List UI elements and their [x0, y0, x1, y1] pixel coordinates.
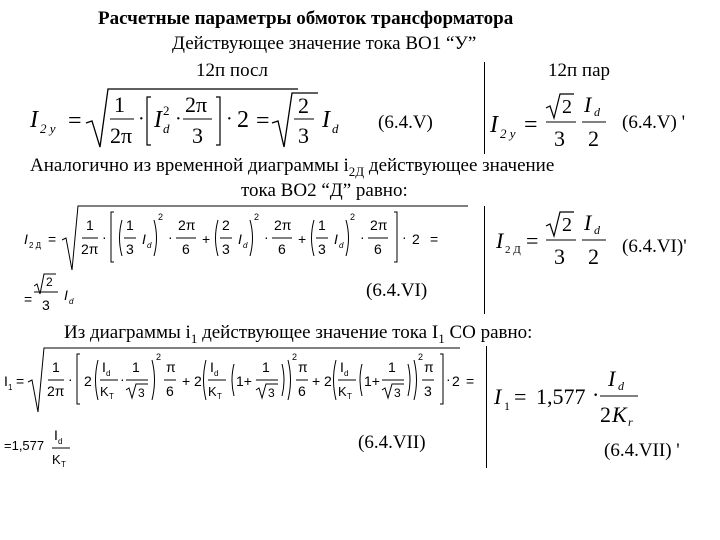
svg-text:2 Д: 2 Д [29, 241, 42, 250]
svg-text:1: 1 [86, 217, 94, 233]
svg-text:d: d [58, 437, 63, 446]
const-1577-small: =1,577 [4, 438, 45, 453]
svg-text:2: 2 [600, 402, 611, 427]
divider-bottom [486, 346, 487, 468]
svg-text:3: 3 [138, 386, 145, 400]
svg-text:2: 2 [84, 373, 92, 389]
svg-text:1: 1 [126, 217, 134, 233]
svg-text:=: = [526, 228, 539, 253]
svg-text:2 Д: 2 Д [505, 244, 521, 256]
svg-text:2π: 2π [47, 383, 65, 399]
svg-text:d: d [243, 241, 248, 250]
svg-text:2: 2 [452, 373, 460, 389]
svg-text:d: d [106, 369, 111, 378]
svg-text:2π: 2π [274, 217, 292, 233]
svg-text:I: I [496, 228, 504, 253]
svg-text:π: π [424, 359, 434, 375]
svg-text:2: 2 [156, 352, 162, 362]
svg-text:2: 2 [158, 212, 164, 222]
formula-i1-parallel [492, 368, 642, 434]
svg-text:d: d [332, 121, 339, 136]
svg-text:2: 2 [412, 231, 420, 247]
svg-text:d: d [69, 297, 74, 306]
svg-text:2π: 2π [185, 92, 208, 117]
svg-text:K: K [208, 384, 217, 399]
paragraph-co [64, 322, 532, 347]
svg-text:I: I [584, 92, 592, 117]
svg-text:·: · [175, 108, 182, 130]
svg-text:I: I [584, 210, 592, 235]
svg-text:d: d [344, 369, 349, 378]
svg-text:2π: 2π [178, 217, 196, 233]
svg-text:2: 2 [194, 373, 202, 389]
svg-text:T: T [109, 392, 114, 401]
paragraph-co-mid: действующее значение тока I [197, 322, 439, 343]
svg-text:=: = [16, 373, 25, 389]
svg-text:2π: 2π [370, 217, 388, 233]
svg-text:2: 2 [418, 352, 424, 362]
svg-text:d: d [594, 105, 600, 119]
eq-label-6-4-v-left: (6.4.V) [378, 112, 433, 133]
svg-text:I: I [24, 231, 28, 247]
svg-text:+: + [312, 373, 321, 389]
svg-text:1: 1 [318, 217, 326, 233]
page-title: Расчетные параметры обмоток трансформатора [98, 8, 514, 29]
svg-text:+: + [298, 231, 307, 247]
svg-text:K: K [338, 384, 347, 399]
divider-top [484, 62, 485, 154]
svg-text:1: 1 [52, 359, 60, 375]
formula-i2y-parallel [488, 88, 628, 154]
svg-text:K: K [100, 384, 109, 399]
svg-text:2: 2 [46, 275, 53, 289]
svg-text:·: · [402, 229, 407, 245]
svg-text:6: 6 [374, 241, 382, 257]
svg-text:2π: 2π [110, 123, 133, 148]
svg-text:I: I [142, 231, 146, 247]
svg-text:I: I [608, 368, 616, 391]
svg-text:I: I [238, 231, 242, 247]
svg-text:3: 3 [554, 244, 565, 269]
svg-text:=: = [466, 373, 475, 389]
svg-text:d: d [594, 223, 600, 237]
svg-text:1: 1 [504, 399, 510, 413]
svg-text:3: 3 [222, 241, 230, 257]
svg-text:I: I [494, 384, 502, 409]
svg-text:T: T [61, 460, 66, 469]
svg-text:=: = [430, 231, 439, 247]
svg-text:3: 3 [192, 123, 203, 148]
svg-text:+: + [182, 373, 191, 389]
svg-text:·: · [102, 229, 107, 245]
svg-text:3: 3 [42, 297, 50, 313]
svg-text:K: K [52, 452, 61, 467]
svg-text:2: 2 [298, 93, 309, 118]
svg-text:1: 1 [132, 359, 140, 375]
svg-text:I: I [340, 359, 344, 375]
svg-text:2 y: 2 y [500, 126, 516, 141]
column-left-label: 12п посл [196, 60, 268, 81]
svg-text:I: I [490, 112, 498, 138]
svg-text:3: 3 [424, 383, 432, 399]
paragraph-co-sub2: 1 [438, 330, 445, 346]
svg-text:3: 3 [394, 386, 401, 400]
svg-text:3: 3 [126, 241, 134, 257]
svg-text:T: T [347, 392, 352, 401]
paragraph-co-start: Из диаграммы i [64, 322, 191, 343]
svg-text:3: 3 [298, 123, 309, 148]
column-right-label: 12п пар [548, 60, 611, 81]
eq-label-6-4-v-right: (6.4.V) ' [622, 112, 686, 133]
svg-text:2: 2 [324, 373, 332, 389]
eq-label-6-4-vi-left: (6.4.VI) [366, 280, 428, 301]
svg-text:1: 1 [388, 359, 396, 375]
svg-text:I: I [154, 107, 162, 133]
svg-text:1: 1 [114, 92, 125, 117]
svg-text:3: 3 [268, 386, 275, 400]
formula-i2d-series [22, 204, 484, 324]
svg-text:·: · [226, 108, 233, 130]
svg-text:I: I [30, 107, 38, 133]
svg-text:d: d [147, 241, 152, 250]
svg-text:d: d [618, 379, 624, 393]
paragraph-vo2-text-start: Аналогично из временной диаграммы i [30, 155, 349, 176]
svg-text:2: 2 [163, 103, 170, 118]
formula-i2y-series [30, 85, 360, 155]
svg-text:·: · [138, 108, 145, 130]
svg-text:3: 3 [318, 241, 326, 257]
svg-text:1: 1 [8, 383, 13, 392]
svg-text:2: 2 [222, 217, 230, 233]
eq-label-6-4-vii-left: (6.4.VII) [358, 432, 426, 453]
svg-text:K: K [612, 402, 627, 427]
svg-text:π: π [298, 359, 308, 375]
svg-text:2: 2 [292, 352, 298, 362]
svg-text:·: · [446, 371, 451, 387]
svg-text:+: + [202, 231, 211, 247]
svg-text:·: · [68, 371, 73, 387]
svg-text:·: · [120, 371, 125, 387]
divider-middle [484, 206, 485, 314]
svg-text:=: = [24, 291, 33, 307]
svg-text:d: d [214, 369, 219, 378]
svg-text:d: d [339, 241, 344, 250]
svg-text:6: 6 [182, 241, 190, 257]
svg-text:r: r [628, 415, 633, 429]
paragraph-co-sub1: 1 [190, 330, 198, 346]
svg-text:1+: 1+ [364, 373, 380, 389]
paragraph-co-end: СО равно: [444, 322, 533, 343]
svg-text:=: = [68, 108, 82, 134]
svg-text:π: π [166, 359, 176, 375]
svg-text:3: 3 [554, 126, 565, 151]
paragraph-vo2-line2: тока ВО2 “Д” равно: [241, 180, 408, 201]
svg-text:I: I [64, 287, 68, 303]
formula-i2d-parallel [494, 206, 614, 272]
svg-text:I: I [322, 107, 330, 133]
svg-text:I: I [54, 427, 58, 443]
paragraph-vo2-subscript: 2Д [348, 163, 365, 179]
svg-text:2: 2 [562, 96, 572, 118]
svg-text:6: 6 [298, 383, 306, 399]
paragraph-vo2-text-end: действующее значение [364, 155, 555, 176]
svg-text:·: · [592, 382, 600, 407]
svg-text:2: 2 [588, 126, 599, 151]
svg-text:=: = [256, 108, 270, 134]
svg-text:2: 2 [254, 212, 260, 222]
svg-text:I: I [210, 359, 214, 375]
svg-text:d: d [163, 121, 170, 136]
svg-text:=: = [48, 231, 57, 247]
svg-text:2: 2 [350, 212, 356, 222]
svg-text:I: I [102, 359, 106, 375]
svg-text:2: 2 [562, 214, 572, 236]
const-1577: 1,577 [536, 384, 586, 409]
svg-text:·: · [264, 229, 269, 245]
eq-label-6-4-vi-right: (6.4.VI)' [622, 236, 687, 257]
svg-text:2: 2 [237, 107, 249, 133]
svg-text:I: I [334, 231, 338, 247]
svg-text:1+: 1+ [236, 373, 252, 389]
svg-text:=: = [514, 384, 527, 409]
subtitle-vo1: Действующее значение тока ВО1 “У” [172, 33, 477, 54]
svg-text:=: = [524, 112, 538, 138]
svg-text:2: 2 [588, 244, 599, 269]
svg-text:6: 6 [278, 241, 286, 257]
svg-text:T: T [217, 392, 222, 401]
svg-text:2π: 2π [81, 241, 99, 257]
svg-text:2 y: 2 y [40, 121, 56, 136]
eq-label-6-4-vii-right: (6.4.VII) ' [604, 440, 680, 461]
svg-text:I: I [4, 373, 8, 389]
svg-text:1: 1 [262, 359, 270, 375]
svg-text:·: · [168, 229, 173, 245]
svg-text:6: 6 [166, 383, 174, 399]
svg-text:·: · [360, 229, 365, 245]
paragraph-vo2-line1 [30, 155, 554, 180]
